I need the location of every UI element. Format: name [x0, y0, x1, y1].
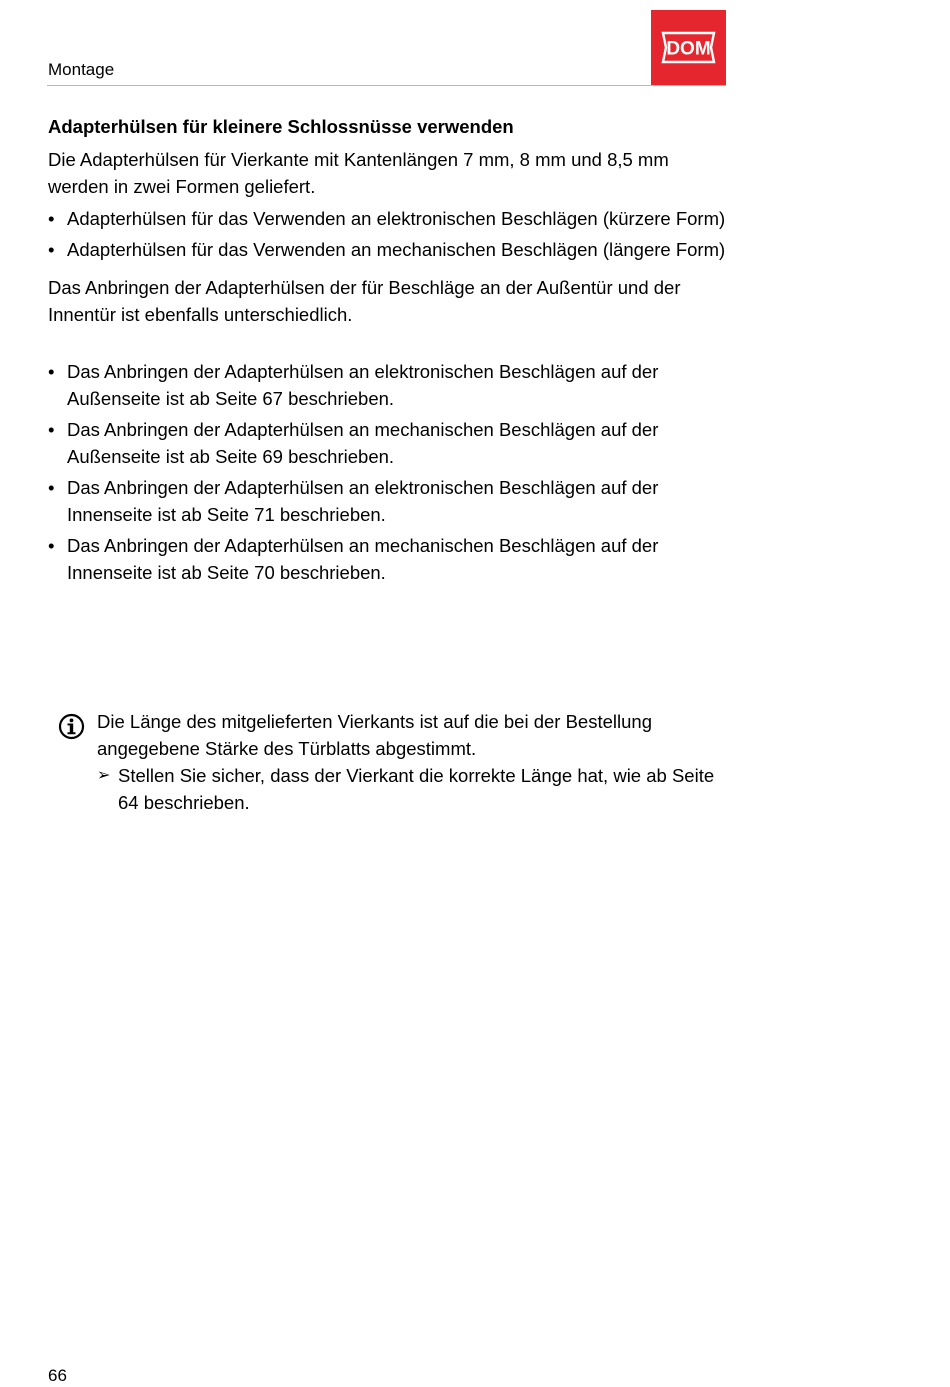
action-step	[97, 762, 717, 816]
bullet-icon: •	[48, 361, 55, 382]
info-text-block	[97, 708, 717, 816]
list-item	[48, 205, 728, 232]
list-item-text: Adapterhülsen für das Verwenden an mechanischen Beschlägen (längere Form)	[67, 239, 726, 260]
list-item-text: Das Anbringen der Adapterhülsen an mechanischen Beschlägen auf der Innenseite ist ab Seite 70 beschrieben.	[67, 535, 659, 583]
list-item-text: Adapterhülsen für das Verwenden an elektronischen Beschlägen (kürzere Form)	[67, 208, 726, 229]
page-number: 66	[48, 1366, 67, 1385]
header-section-title: Montage	[48, 60, 115, 79]
header-divider	[47, 85, 726, 86]
list-item-text: Das Anbringen der Adapterhülsen an elektronischen Beschlägen auf der Innenseite ist ab Seite 71 beschrieben.	[67, 477, 659, 525]
forms-list	[48, 205, 728, 263]
arrow-right-icon: ➢	[97, 767, 111, 784]
dom-logo	[651, 10, 726, 85]
info-icon	[58, 713, 85, 740]
list-item-text: Das Anbringen der Adapterhülsen an mechanischen Beschlägen auf der Außenseite ist ab Seite 69 beschrieben.	[67, 419, 659, 467]
bullet-icon: •	[48, 239, 55, 260]
bullet-icon: •	[48, 208, 55, 229]
references-list	[48, 358, 728, 586]
list-item	[48, 532, 728, 586]
bullet-icon: •	[48, 477, 55, 498]
body-paragraph: Das Anbringen der Adapterhülsen der für Beschläge an der Außentür und der Innentür ist ebenfalls unterschiedlich.	[48, 277, 681, 325]
list-item	[48, 358, 728, 412]
info-text: Die Länge des mitgelieferten Vierkants ist auf die bei der Bestellung angegebene Stärke des Türblatts abgestimmt.	[97, 711, 652, 759]
dom-logo-mark	[660, 31, 717, 64]
list-item	[48, 236, 728, 263]
list-item-text: Das Anbringen der Adapterhülsen an elektronischen Beschlägen auf der Außenseite ist ab Seite 67 beschrieben.	[67, 361, 659, 409]
logo-text: DOM	[666, 38, 711, 60]
list-item	[48, 416, 728, 470]
action-step-text: Stellen Sie sicher, dass der Vierkant die korrekte Länge hat, wie ab Seite 64 beschrieben.	[118, 765, 715, 813]
bullet-icon: •	[48, 535, 55, 556]
intro-paragraph: Die Adapterhülsen für Vierkante mit Kantenlängen 7 mm, 8 mm und 8,5 mm werden in zwei Formen geliefert.	[48, 149, 669, 197]
list-item	[48, 474, 728, 528]
section-heading: Adapterhülsen für kleinere Schlossnüsse verwenden	[48, 116, 514, 137]
main-content	[48, 116, 728, 590]
bullet-icon: •	[48, 419, 55, 440]
